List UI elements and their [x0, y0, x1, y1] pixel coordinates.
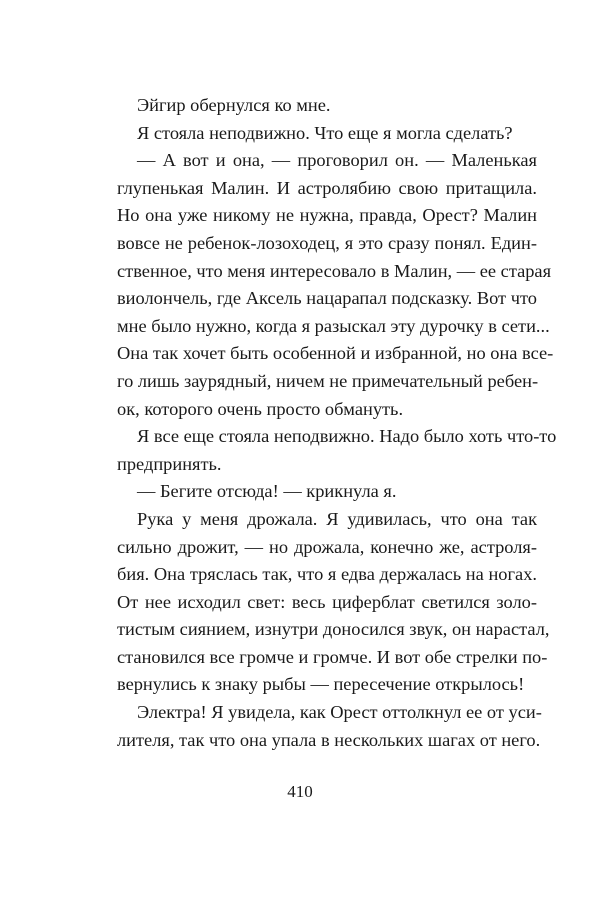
text-line: сильно дрожит, — но дрожала, конечно же, астроля- — [117, 536, 537, 557]
text-line: бия. Она тряслась так, что я едва держалась на ногах. — [117, 564, 537, 585]
text-line: глупенькая Малин. И астролябию свою притащила. — [117, 177, 537, 198]
text-line: Но она уже никому не нужна, правда, Орест? Малин — [117, 205, 537, 226]
text-line: Электра! Я увидела, как Орест оттолкнул ее от уси- — [137, 702, 542, 723]
text-line: ственное, что меня интересовало в Малин, — ее старая — [117, 260, 552, 281]
text-line: мне было нужно, когда я разыскал эту дурочку в сети... — [117, 315, 550, 336]
text-line: тистым сиянием, изнутри доносился звук, он нарастал, — [117, 619, 550, 640]
text-line: лителя, так что она упала в нескольких шагах от него. — [117, 729, 541, 750]
text-line: ок, которого очень просто обмануть. — [117, 398, 404, 419]
text-line: От нее исходил свет: весь циферблат светился золо- — [117, 591, 537, 612]
text-line: Я стояла неподвижно. Что еще я могла сделать? — [137, 122, 513, 143]
page-number: 410 — [287, 782, 313, 801]
text-line: становился все громче и громче. И вот обе стрелки по- — [117, 646, 548, 667]
text-line: вернулись к знаку рыбы — пересечение открылось! — [117, 674, 525, 695]
text-line: — Бегите отсюда! — крикнула я. — [137, 481, 397, 502]
body-text — [117, 92, 557, 754]
text-line: го лишь заурядный, ничем не примечательный ребен- — [117, 370, 539, 391]
text-line: — А вот и она, — проговорил он. — Маленькая — [137, 150, 537, 171]
text-line: Эйгир обернулся ко мне. — [137, 95, 331, 115]
text-line: Рука у меня дрожала. Я удивилась, что она так — [137, 508, 537, 529]
text-line: Она так хочет быть особенной и избранной, но она все- — [117, 343, 554, 364]
text-line: Я все еще стояла неподвижно. Надо было хоть что-то — [137, 426, 557, 447]
text-line: виолончель, где Аксель нацарапал подсказку. Вот что — [117, 288, 537, 309]
text-line: вовсе не ребенок-лозоходец, я это сразу понял. Един- — [117, 232, 537, 253]
text-line: предпринять. — [117, 453, 222, 474]
